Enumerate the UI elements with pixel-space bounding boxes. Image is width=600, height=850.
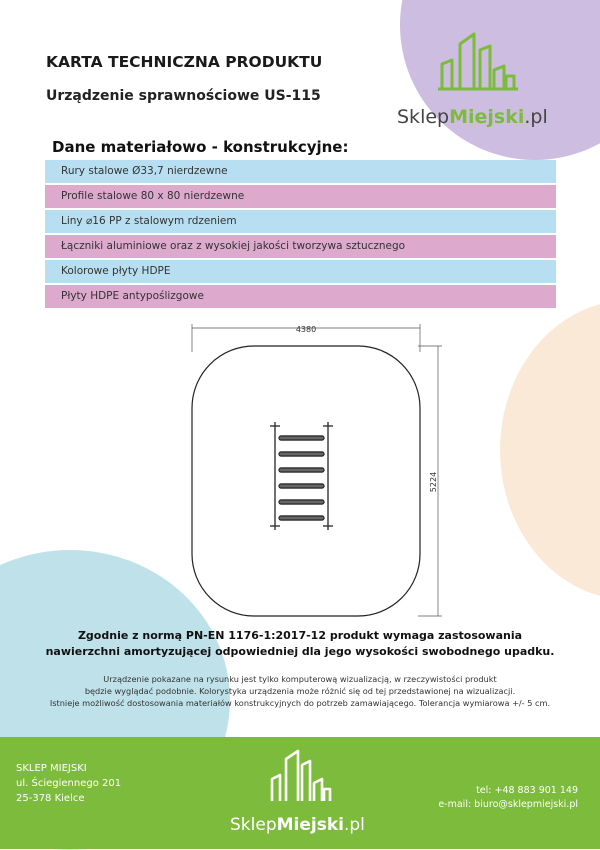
page-title: KARTA TECHNICZNA PRODUKTU xyxy=(46,53,323,71)
material-row: Rury stalowe Ø33,7 nierdzewne xyxy=(45,160,556,183)
material-row: Płyty HDPE antypoślizgowe xyxy=(45,285,556,308)
safety-zone-outline xyxy=(192,346,420,616)
footer-logo-icon xyxy=(268,747,332,805)
phone-number[interactable]: tel: +48 883 901 149 xyxy=(476,785,578,796)
company-address: SKLEP MIEJSKI ul. Ściegiennego 201 25-378 Kielce xyxy=(16,763,122,804)
email-address[interactable]: e-mail: biuro@sklepmiejski.pl xyxy=(438,799,578,810)
materials-list xyxy=(45,160,556,310)
brand-name: SklepMiejski.pl xyxy=(397,106,548,128)
height-dimension-label: 5224 xyxy=(429,471,438,493)
safety-notice: Zgodnie z normą PN-EN 1176-1:2017-12 produkt wymaga zastosowania nawierzchni amortyzującej odpowiedniej dla jego wysokości swobodnego upadku. xyxy=(45,629,555,658)
ladder-icon xyxy=(270,422,333,530)
footer xyxy=(0,737,600,849)
contact-info xyxy=(438,784,578,812)
technical-drawing xyxy=(180,322,450,622)
material-row: Liny ⌀16 PP z stalowym rdzeniem xyxy=(45,210,556,233)
material-row: Łączniki aluminiowe oraz z wysokiej jakości tworzywa sztucznego xyxy=(45,235,556,258)
product-subtitle: Urządzenie sprawnościowe US-115 xyxy=(46,88,321,104)
materials-heading: Dane materiałowo - konstrukcyjne: xyxy=(52,138,349,156)
width-dimension-label: 4380 xyxy=(295,325,317,334)
disclaimer-text: Urządzenie pokazane na rysunku jest tylko komputerową wizualizacją, w rzeczywistości produkt będzie wyglądać podobnie. Kolorystyka urządzenia może różnić się od tej przedstawionej na wizualizacji. Istnieje możliwość dostosowania materiałów konstrukcyjnych do potrzeb zamawiającego. Tolerancja wymiarowa +/- 5 cm. xyxy=(49,674,551,708)
decor-peach-circle xyxy=(500,300,600,600)
brand-logo-icon xyxy=(438,30,518,92)
footer-brand-name: SklepMiejski.pl xyxy=(230,815,365,835)
material-row: Kolorowe płyty HDPE xyxy=(45,260,556,283)
material-row: Profile stalowe 80 x 80 nierdzewne xyxy=(45,185,556,208)
